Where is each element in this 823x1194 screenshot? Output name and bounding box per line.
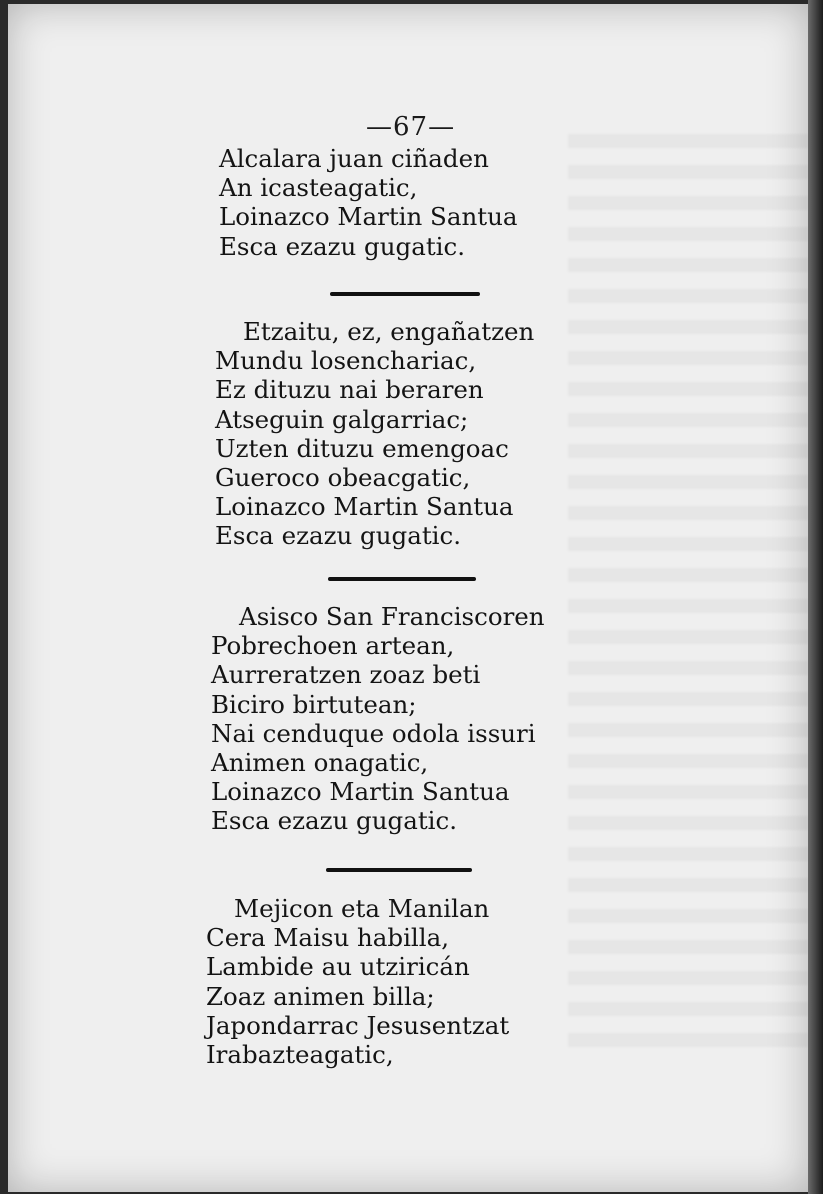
verse-line: Etzaitu, ez, engañatzen	[243, 317, 535, 346]
stanza-2	[215, 317, 534, 551]
verse-line: Loinazco Martin Santua	[219, 202, 518, 232]
stanza-divider	[330, 292, 480, 296]
stanza-4	[206, 894, 509, 1069]
verse-line: Loinazco Martin Santua	[215, 492, 514, 522]
verse-line: Esca ezazu gugatic.	[211, 806, 458, 836]
verse-line: Uzten dituzu emengoac	[215, 433, 509, 463]
stanza-divider	[326, 868, 472, 872]
verse-line: Esca ezazu gugatic.	[219, 231, 466, 261]
verse-line: Esca ezazu gugatic.	[215, 521, 462, 551]
verse-line: Gueroco obeacgatic,	[215, 463, 471, 493]
verse-line: Mejicon eta Manilan	[234, 894, 490, 923]
verse-line: Alcalara juan ciñaden	[219, 144, 489, 173]
verse-line: Pobrechoen artean,	[211, 631, 455, 661]
verse-line: Loinazco Martin Santua	[211, 777, 510, 807]
verse-line: Irabazteagatic,	[206, 1040, 394, 1070]
verse-line: An icasteagatic,	[219, 173, 418, 203]
book-binding-edge	[808, 0, 823, 1194]
verse-line: Biciro birtutean;	[211, 689, 417, 719]
bleed-through-texture	[568, 134, 808, 1054]
verse-line: Japondarrac Jesusentzat	[206, 1010, 510, 1040]
stanza-3	[211, 602, 545, 836]
book-page	[8, 4, 808, 1192]
verse-line: Nai cenduque odola issuri	[211, 718, 536, 748]
page-number: —67—	[366, 112, 456, 142]
verse-line: Lambide au utziricán	[206, 952, 470, 982]
verse-line: Cera Maisu habilla,	[206, 923, 449, 953]
stanza-1	[219, 144, 517, 261]
verse-line: Zoaz animen billa;	[206, 981, 435, 1011]
verse-line: Asisco San Franciscoren	[239, 602, 545, 631]
verse-line: Ez dituzu nai beraren	[215, 375, 484, 405]
verse-line: Mundu losenchariac,	[215, 346, 477, 376]
verse-line: Animen onagatic,	[211, 748, 429, 778]
verse-line: Atseguin galgarriac;	[215, 404, 469, 434]
stanza-divider	[328, 577, 476, 581]
verse-line: Aurreratzen zoaz beti	[211, 660, 481, 690]
